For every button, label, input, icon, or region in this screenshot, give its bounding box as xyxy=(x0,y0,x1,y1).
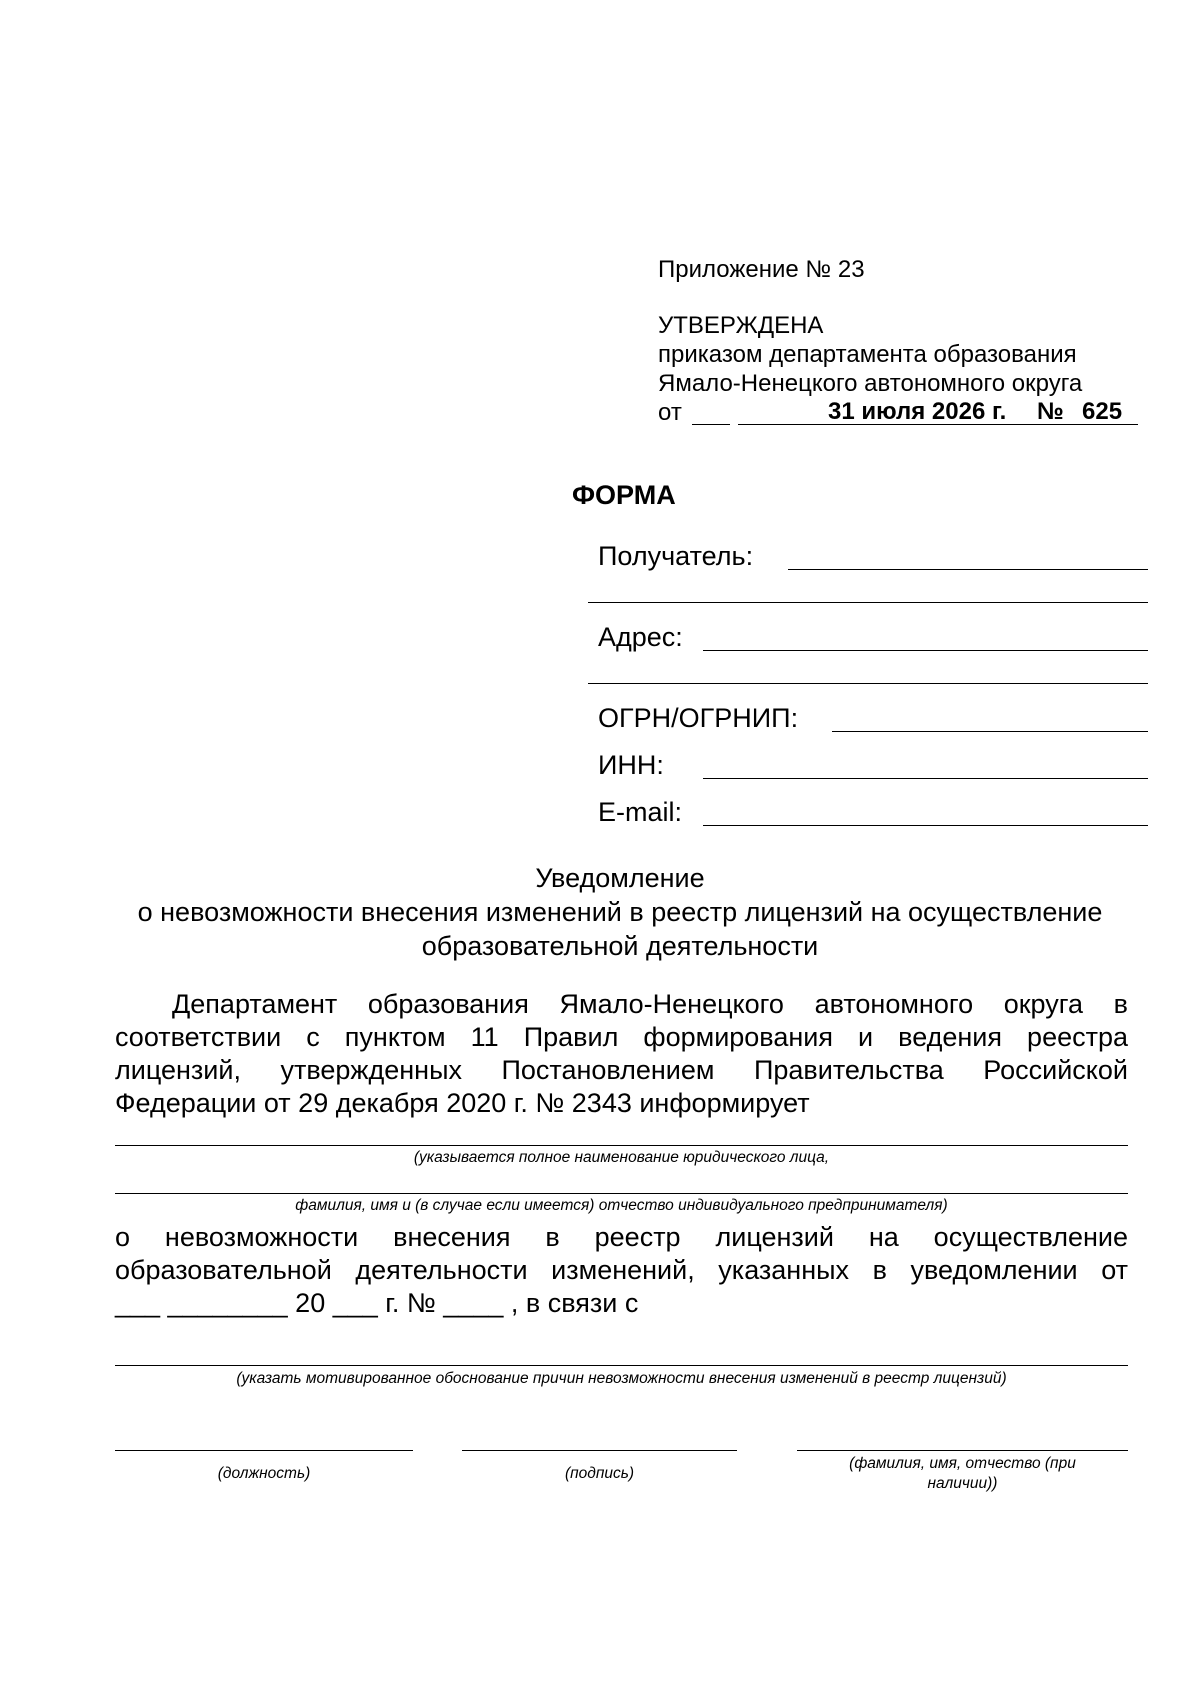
order-date-day-line xyxy=(692,424,730,425)
address-label: Адрес: xyxy=(598,622,683,652)
inn-input-line xyxy=(703,778,1148,779)
full-name-line xyxy=(797,1450,1128,1451)
inn-label: ИНН: xyxy=(598,750,664,780)
approved-region: Ямало-Ненецкого автономного округа xyxy=(658,370,1083,397)
order-from-prefix: от xyxy=(658,399,682,426)
body-paragraph2-line3: ___ ________ 20 ___ г. № ____ , в связи с xyxy=(115,1288,639,1318)
address-second-line xyxy=(588,683,1148,684)
ogrn-label: ОГРН/ОГРНИП: xyxy=(598,703,799,733)
approved-by-order: приказом департамента образования xyxy=(658,341,1077,368)
recipient-label: Получатель: xyxy=(598,541,754,571)
notice-subtitle-line1: о невозможности внесения изменений в реестр лицензий на осуществление xyxy=(137,897,1103,927)
signature-line xyxy=(462,1450,737,1451)
appendix-number: Приложение № 23 xyxy=(658,256,865,283)
signature-caption: (подпись) xyxy=(564,1465,635,1482)
legal-entity-name-line xyxy=(115,1145,1128,1146)
body-paragraph1-line4: Федерации от 29 декабря 2020 г. № 2343 информирует xyxy=(115,1088,810,1118)
email-input-line xyxy=(703,825,1148,826)
body-paragraph2-line2: образовательной деятельности изменений, указанных в уведомлении от xyxy=(115,1255,1128,1285)
body-paragraph1-line3: лицензий, утвержденных Постановлением Правительства Российской xyxy=(115,1055,1128,1085)
address-input-line xyxy=(703,650,1148,651)
reason-caption: (указать мотивированное обоснование причин невозможности внесения изменений в реестр лицензий) xyxy=(236,1370,1007,1387)
full-name-caption-line1: (фамилия, имя, отчество (при xyxy=(849,1455,1076,1472)
order-date: 31 июля 2026 г. xyxy=(828,398,1007,425)
full-name-caption-line2: наличии)) xyxy=(927,1475,998,1492)
recipient-input-line xyxy=(788,569,1148,570)
reason-line xyxy=(115,1365,1128,1366)
notice-title: Уведомление xyxy=(535,863,705,893)
ogrn-input-line xyxy=(832,731,1148,732)
email-label: E-mail: xyxy=(598,797,683,827)
entrepreneur-caption: фамилия, имя и (в случае если имеется) отчество индивидуального предпринимателя) xyxy=(295,1197,948,1214)
body-paragraph2-line1: о невозможности внесения в реестр лицензий на осуществление xyxy=(115,1222,1128,1252)
form-title: ФОРМА xyxy=(572,480,676,510)
body-paragraph1-line2: соответствии с пунктом 11 Правил формирования и ведения реестра xyxy=(115,1022,1128,1052)
position-caption: (должность) xyxy=(217,1465,311,1482)
position-line xyxy=(115,1450,413,1451)
approved-label: УТВЕРЖДЕНА xyxy=(658,312,824,339)
order-number: 625 xyxy=(1082,398,1123,425)
legal-entity-caption: (указывается полное наименование юридического лица, xyxy=(413,1149,830,1166)
notice-subtitle-line2: образовательной деятельности xyxy=(421,931,819,961)
order-number-label: № xyxy=(1037,398,1064,425)
recipient-second-line xyxy=(588,602,1148,603)
body-paragraph1-line1: Департамент образования Ямало-Ненецкого автономного округа в xyxy=(172,989,1128,1019)
entrepreneur-name-line xyxy=(115,1193,1128,1194)
